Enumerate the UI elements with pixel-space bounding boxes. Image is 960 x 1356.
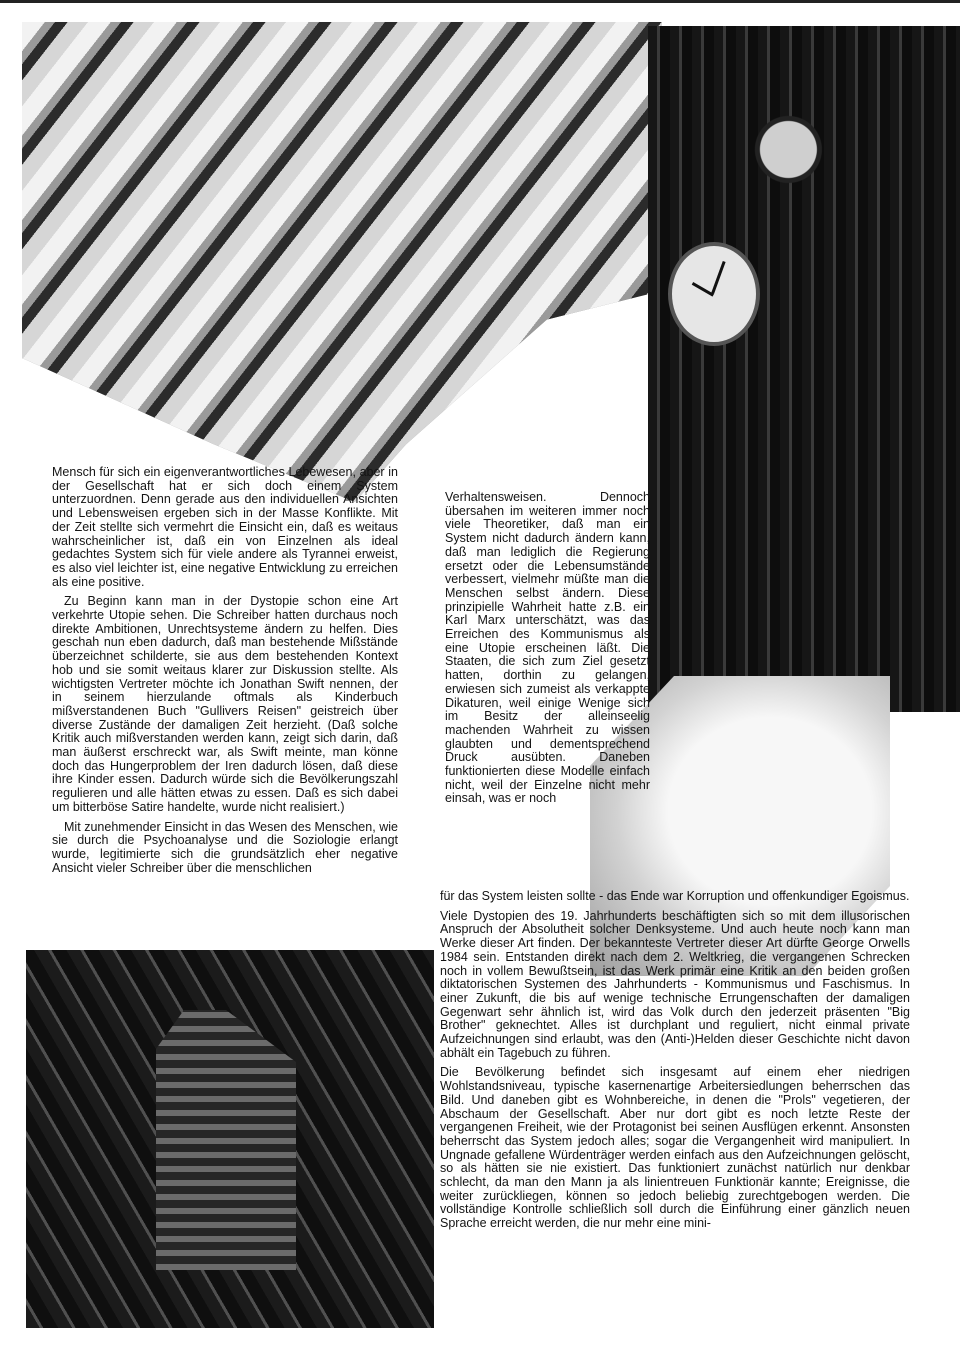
paragraph: Zu Beginn kann man in der Dystopie schon eine Art verkehrte Utopie sehen. Die Schreiber hatten durchaus noch direkte Ambitionen, Unrechtsysteme ändern zu helfen. Dies geschah nun eben dadurch, daß man bestehende Mißstände überzeichnet schilderte, sie aus dem bestehenden Kontext hob und sie somit weitaus klarer zur Diskussion stellte. Als wichtigsten Vertreter möchte ich Jonathan Swift nennen, der in seinem hierzulande oftmals als Kinderbuch mißverstandenen Buch "Gullivers Reisen" geistreich über diverse Zustände der damaligen Zeit herzieht. (Daß solche Kritik auch mißverstanden werden kann, zeigt sich darin, daß man äußerst erschreckt war, als Swift meinte, man könne doch das Hungerproblem der Iren dadurch lösen, daß diese ihre Kinder essen. Dadurch würde sich die Bevölkerungszahl regulieren und alle hätten etwas zu essen. Daß es sich dabei um bitterböse Satire handelte, wurde nicht realisiert.) <box>52 594 398 814</box>
page-top-rule <box>0 0 960 3</box>
collage-image-clock-tower <box>648 26 960 712</box>
paragraph: für das System leisten sollte - das Ende war Korruption und offenkundiger Egoismus. <box>440 889 910 903</box>
clock-face-icon <box>668 242 760 346</box>
paragraph: Viele Dystopien des 19. Jahrhunderts beschäftigten sich so mit dem illusorischen Anspruch der Absolutheit solcher Denksysteme. Und auch heute noch kann man Werke dieser Art finden. Der bekannteste Vertreter dieser Art dürfte George Orwells 1984 sein. Entstanden direkt nach dem 2. Weltkrieg, die vergangenen Schrecken noch in vollem Bewußtsein, ist das Werk primär eine Kritik an den beiden großen diktatorischen Systemen des Jahrhunderts - Kommunismus und Faschismus. In einer Zukunft, die bis auf wenige technische Errungenschaften der damaligen Gegenwart sehr ähnlich ist, wird das Volk durch den jederzeit präsenten "Big Brother" geknechtet. Alles ist durchplant und reguliert, nicht einmal private Aufzeichnungen sind erlaubt, was den (Anti-)Helden dieser Geschichte nicht davon abhält ein Tagebuch zu führen. <box>440 908 910 1060</box>
paragraph: Mensch für sich ein eigenverantwortliches Lebewesen, aber in der Gesellschaft hat er sich doch einem System unterzuordnen. Denn gerade aus den individuellen Ansichten und Lebensweisen ergeben sich in der Masse Konflikte. Mit der Zeit stellte sich vermehrt die Einsicht ein, daß es weitaus wahrscheinlicher ist, daß ein von Einzelnen als ideal gedachtes System sich für viele andere als Tyrannei erweist, es also viel leichter ist, eine negative Entwicklung zu erreichen als eine positive. <box>52 465 398 589</box>
paragraph: Verhaltensweisen. Dennoch übersahen im weiteren immer noch viele Theoretiker, daß man ein System nicht dadurch ändern kann, daß man lediglich die Regierung ersetzt oder die Lebensumstände verbessert, vielmehr müßte man die Menschen selbst ändern. Diese prinzipielle Wahrheit hatte z.B. ein Karl Marx unterschätzt, was das Erreichen des Kommunismus als eine Utopie erscheinen läßt. Die Staaten, die sich zum Ziel gesetzt hatten, dorthin zu gelangen, erwiesen sich zumeist als verkappte Dikaturen, weil einige Wenige sich im Besitz der alleinseelig machenden Wahrheit zu wissen glaubten und dementsprechend Druck ausübten. Daneben funktionierten diese Modelle einfach nicht, weil der Einzelne nicht mehr einsah, was er noch <box>445 490 650 806</box>
text-column-middle <box>445 491 650 812</box>
paragraph: Mit zunehmender Einsicht in das Wesen des Menschen, wie sie durch die Psychoanalyse und die Soziologie erlangt wurde, legitimierte sich die grundsätzlich eher negative Ansicht vieler Schreiber über die menschlichen <box>52 819 398 875</box>
paragraph: Die Bevölkerung befindet sich insgesamt auf einem eher niedrigen Wohlstandsniveau, typische kasernenartige Arbeitersiedlungen beherrschen das Bild. Und daneben gibt es Wohnbereiche, in denen die "Prols" vegetieren, der Abschaum der Gesellschaft. Aber nur dort gibt es noch letzte Reste der vergangenen Freiheit, wie der Protagonist bei seinen Ausflügen erkennt. Ansonsten beherrscht das System jedoch alles; sogar die Vergangenheit wird manipuliert. In Ungnade gefallene Würdenträger werden einfach aus den Aufzeichnungen gelöscht, so als hätten sie nie existiert. Das funktioniert zunächst natürlich nur denkbar schlecht, da man den Mann ja als linientreuen Funktionär kannte; Ereignisse, die weiter zurückliegen, können so jedoch beliebig zurechtgebogen werden. Die vollständige Kontrolle schließlich soll durch die Einführung einer gänzlich neuen Sprache erreicht werden, die nur mehr eine mini- <box>440 1065 910 1231</box>
collage-image-church-towers <box>26 950 434 1328</box>
text-column-bottom <box>440 890 910 1237</box>
collage-image-faces-spikes <box>22 22 662 502</box>
text-column-left <box>52 466 398 881</box>
